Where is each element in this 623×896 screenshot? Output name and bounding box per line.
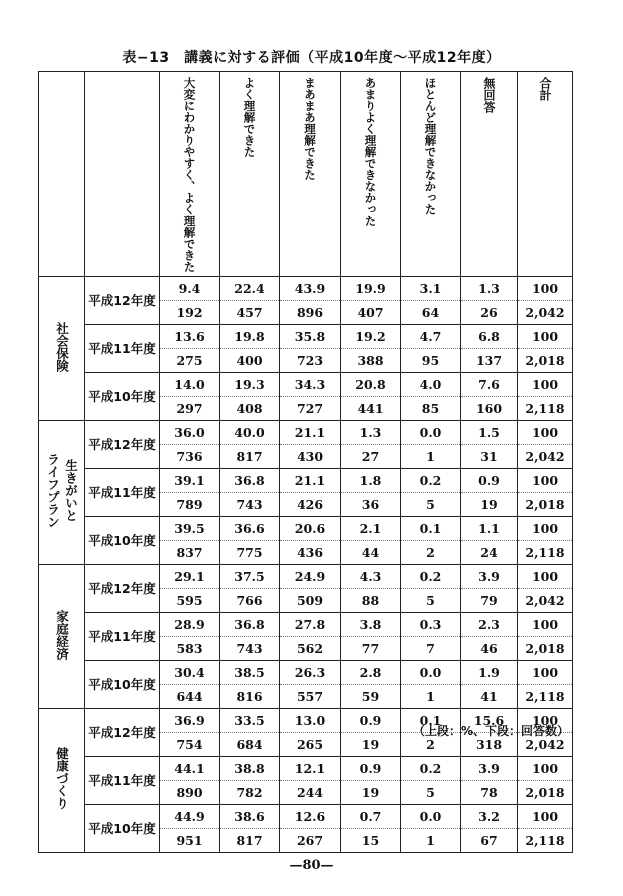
percent-cell: 26.3 xyxy=(280,660,341,684)
percent-cell: 1.5 xyxy=(461,420,518,444)
percent-cell: 20.6 xyxy=(280,516,341,540)
percent-cell: 29.1 xyxy=(160,564,220,588)
header-hardly xyxy=(401,72,461,277)
header-year-blank xyxy=(85,72,160,277)
header-no-answer-text: 無回答 xyxy=(482,77,496,113)
count-cell: 436 xyxy=(280,540,341,564)
category-label: 健康づくり xyxy=(54,747,70,810)
percent-cell: 44.9 xyxy=(160,804,220,828)
count-cell: 19 xyxy=(341,732,401,756)
table-row xyxy=(39,756,573,780)
percent-cell: 0.1 xyxy=(401,516,461,540)
percent-cell: 100 xyxy=(518,276,573,300)
count-cell: 24 xyxy=(461,540,518,564)
count-cell: 5 xyxy=(401,780,461,804)
header-somewhat-text: まあまあ理解できた xyxy=(303,77,317,181)
count-cell: 407 xyxy=(341,300,401,324)
category-label: 生きがいと xyxy=(63,459,79,522)
percent-cell: 34.3 xyxy=(280,372,341,396)
percent-cell: 100 xyxy=(518,612,573,636)
count-cell: 44 xyxy=(341,540,401,564)
percent-cell: 3.2 xyxy=(461,804,518,828)
percent-cell: 40.0 xyxy=(220,420,280,444)
percent-cell: 12.1 xyxy=(280,756,341,780)
table-body xyxy=(39,276,573,852)
count-cell: 1 xyxy=(401,684,461,708)
percent-cell: 2.3 xyxy=(461,612,518,636)
header-no-answer xyxy=(461,72,518,277)
percent-cell: 100 xyxy=(518,804,573,828)
year-label: 平成12年度 xyxy=(85,564,160,612)
percent-cell: 20.8 xyxy=(341,372,401,396)
count-cell: 2,042 xyxy=(518,300,573,324)
count-cell: 743 xyxy=(220,636,280,660)
count-cell: 78 xyxy=(461,780,518,804)
count-cell: 1 xyxy=(401,828,461,852)
year-label: 平成12年度 xyxy=(85,708,160,756)
count-cell: 265 xyxy=(280,732,341,756)
percent-cell: 0.1 xyxy=(401,708,461,732)
header-category-blank xyxy=(39,72,85,277)
count-cell: 5 xyxy=(401,588,461,612)
percent-cell: 30.4 xyxy=(160,660,220,684)
count-cell: 816 xyxy=(220,684,280,708)
percent-cell: 0.0 xyxy=(401,660,461,684)
count-cell: 318 xyxy=(461,732,518,756)
table-title: 表−13 講義に対する評価（平成10年度〜平成12年度） xyxy=(122,50,501,66)
header-total-text: 合計 xyxy=(538,77,552,101)
percent-cell: 100 xyxy=(518,660,573,684)
percent-cell: 36.8 xyxy=(220,468,280,492)
count-cell: 562 xyxy=(280,636,341,660)
percent-cell: 0.2 xyxy=(401,468,461,492)
header-row xyxy=(39,72,573,277)
percent-cell: 0.9 xyxy=(341,756,401,780)
year-label: 平成10年度 xyxy=(85,516,160,564)
header-hardly-text: ほとんど理解できなかった xyxy=(423,77,438,215)
category-label: 家庭経済 xyxy=(54,609,70,660)
count-cell: 7 xyxy=(401,636,461,660)
count-cell: 837 xyxy=(160,540,220,564)
count-cell: 426 xyxy=(280,492,341,516)
count-cell: 789 xyxy=(160,492,220,516)
count-cell: 192 xyxy=(160,300,220,324)
count-cell: 743 xyxy=(220,492,280,516)
table-row xyxy=(39,420,573,444)
percent-cell: 36.9 xyxy=(160,708,220,732)
percent-cell: 19.3 xyxy=(220,372,280,396)
percent-cell: 1.1 xyxy=(461,516,518,540)
category-cell xyxy=(39,564,85,708)
header-well-text: よく理解できた xyxy=(242,77,257,158)
percent-cell: 100 xyxy=(518,708,573,732)
percent-cell: 24.9 xyxy=(280,564,341,588)
count-cell: 2,018 xyxy=(518,636,573,660)
category-cell xyxy=(39,420,85,564)
count-cell: 723 xyxy=(280,348,341,372)
percent-cell: 100 xyxy=(518,468,573,492)
count-cell: 2,118 xyxy=(518,540,573,564)
table-row xyxy=(39,660,573,684)
count-cell: 297 xyxy=(160,396,220,420)
percent-cell: 21.1 xyxy=(280,468,341,492)
percent-cell: 28.9 xyxy=(160,612,220,636)
percent-cell: 22.4 xyxy=(220,276,280,300)
header-very-well xyxy=(160,72,220,277)
count-cell: 2,118 xyxy=(518,828,573,852)
percent-cell: 15.6 xyxy=(461,708,518,732)
count-cell: 59 xyxy=(341,684,401,708)
unit-note: （上段：%、下段：回答数） xyxy=(412,724,569,738)
percent-cell: 6.8 xyxy=(461,324,518,348)
percent-cell: 2.8 xyxy=(341,660,401,684)
count-cell: 644 xyxy=(160,684,220,708)
table-row xyxy=(39,804,573,828)
count-cell: 41 xyxy=(461,684,518,708)
percent-cell: 13.6 xyxy=(160,324,220,348)
percent-cell: 3.9 xyxy=(461,564,518,588)
percent-cell: 36.0 xyxy=(160,420,220,444)
year-label: 平成10年度 xyxy=(85,372,160,420)
percent-cell: 38.6 xyxy=(220,804,280,828)
count-cell: 36 xyxy=(341,492,401,516)
year-label: 平成11年度 xyxy=(85,612,160,660)
percent-cell: 39.1 xyxy=(160,468,220,492)
percent-cell: 14.0 xyxy=(160,372,220,396)
count-cell: 46 xyxy=(461,636,518,660)
count-cell: 2,042 xyxy=(518,588,573,612)
percent-cell: 33.5 xyxy=(220,708,280,732)
percent-cell: 0.9 xyxy=(341,708,401,732)
percent-cell: 100 xyxy=(518,564,573,588)
count-cell: 19 xyxy=(341,780,401,804)
percent-cell: 4.0 xyxy=(401,372,461,396)
category-cell xyxy=(39,708,85,852)
percent-cell: 38.8 xyxy=(220,756,280,780)
count-cell: 408 xyxy=(220,396,280,420)
count-cell: 782 xyxy=(220,780,280,804)
count-cell: 1 xyxy=(401,444,461,468)
percent-cell: 38.5 xyxy=(220,660,280,684)
table-row xyxy=(39,372,573,396)
year-label: 平成12年度 xyxy=(85,420,160,468)
percent-cell: 9.4 xyxy=(160,276,220,300)
count-cell: 754 xyxy=(160,732,220,756)
percent-cell: 4.3 xyxy=(341,564,401,588)
percent-cell: 3.1 xyxy=(401,276,461,300)
percent-cell: 4.7 xyxy=(401,324,461,348)
count-cell: 817 xyxy=(220,828,280,852)
count-cell: 5 xyxy=(401,492,461,516)
count-cell: 2,018 xyxy=(518,492,573,516)
percent-cell: 1.9 xyxy=(461,660,518,684)
count-cell: 26 xyxy=(461,300,518,324)
percent-cell: 39.5 xyxy=(160,516,220,540)
category-label: ライフプラン xyxy=(45,453,61,528)
year-label: 平成10年度 xyxy=(85,804,160,852)
count-cell: 457 xyxy=(220,300,280,324)
percent-cell: 37.5 xyxy=(220,564,280,588)
header-not-well xyxy=(341,72,401,277)
percent-cell: 0.2 xyxy=(401,564,461,588)
header-total xyxy=(518,72,573,277)
count-cell: 2,018 xyxy=(518,780,573,804)
count-cell: 2,118 xyxy=(518,684,573,708)
table-row xyxy=(39,468,573,492)
table-row xyxy=(39,564,573,588)
year-label: 平成11年度 xyxy=(85,756,160,804)
count-cell: 441 xyxy=(341,396,401,420)
year-label: 平成10年度 xyxy=(85,660,160,708)
percent-cell: 0.3 xyxy=(401,612,461,636)
table-row xyxy=(39,612,573,636)
count-cell: 388 xyxy=(341,348,401,372)
count-cell: 766 xyxy=(220,588,280,612)
count-cell: 583 xyxy=(160,636,220,660)
count-cell: 557 xyxy=(280,684,341,708)
percent-cell: 1.3 xyxy=(341,420,401,444)
percent-cell: 35.8 xyxy=(280,324,341,348)
category-label: 社会保険 xyxy=(54,321,70,372)
count-cell: 595 xyxy=(160,588,220,612)
count-cell: 2 xyxy=(401,540,461,564)
count-cell: 31 xyxy=(461,444,518,468)
table-row xyxy=(39,276,573,300)
percent-cell: 19.2 xyxy=(341,324,401,348)
percent-cell: 100 xyxy=(518,372,573,396)
percent-cell: 2.1 xyxy=(341,516,401,540)
count-cell: 79 xyxy=(461,588,518,612)
percent-cell: 0.2 xyxy=(401,756,461,780)
percent-cell: 12.6 xyxy=(280,804,341,828)
percent-cell: 3.9 xyxy=(461,756,518,780)
percent-cell: 100 xyxy=(518,324,573,348)
table-row xyxy=(39,324,573,348)
category-cell xyxy=(39,276,85,420)
year-label: 平成11年度 xyxy=(85,324,160,372)
percent-cell: 43.9 xyxy=(280,276,341,300)
count-cell: 2,118 xyxy=(518,396,573,420)
count-cell: 951 xyxy=(160,828,220,852)
percent-cell: 0.7 xyxy=(341,804,401,828)
count-cell: 267 xyxy=(280,828,341,852)
percent-cell: 3.8 xyxy=(341,612,401,636)
count-cell: 64 xyxy=(401,300,461,324)
year-label: 平成11年度 xyxy=(85,468,160,516)
header-well xyxy=(220,72,280,277)
percent-cell: 36.6 xyxy=(220,516,280,540)
count-cell: 95 xyxy=(401,348,461,372)
count-cell: 684 xyxy=(220,732,280,756)
count-cell: 85 xyxy=(401,396,461,420)
header-somewhat xyxy=(280,72,341,277)
count-cell: 2,042 xyxy=(518,732,573,756)
page-number: —80— xyxy=(289,858,334,873)
count-cell: 275 xyxy=(160,348,220,372)
count-cell: 509 xyxy=(280,588,341,612)
percent-cell: 1.3 xyxy=(461,276,518,300)
count-cell: 2,042 xyxy=(518,444,573,468)
count-cell: 817 xyxy=(220,444,280,468)
percent-cell: 0.0 xyxy=(401,420,461,444)
count-cell: 2 xyxy=(401,732,461,756)
count-cell: 88 xyxy=(341,588,401,612)
count-cell: 15 xyxy=(341,828,401,852)
count-cell: 244 xyxy=(280,780,341,804)
count-cell: 19 xyxy=(461,492,518,516)
count-cell: 160 xyxy=(461,396,518,420)
count-cell: 67 xyxy=(461,828,518,852)
percent-cell: 21.1 xyxy=(280,420,341,444)
count-cell: 896 xyxy=(280,300,341,324)
year-label: 平成12年度 xyxy=(85,276,160,324)
percent-cell: 0.0 xyxy=(401,804,461,828)
percent-cell: 19.8 xyxy=(220,324,280,348)
percent-cell: 7.6 xyxy=(461,372,518,396)
percent-cell: 27.8 xyxy=(280,612,341,636)
percent-cell: 44.1 xyxy=(160,756,220,780)
percent-cell: 13.0 xyxy=(280,708,341,732)
table-row xyxy=(39,516,573,540)
percent-cell: 100 xyxy=(518,516,573,540)
header-very-well-text: 大変にわかりやすく、よく理解できた xyxy=(182,77,197,273)
percent-cell: 1.8 xyxy=(341,468,401,492)
count-cell: 77 xyxy=(341,636,401,660)
count-cell: 890 xyxy=(160,780,220,804)
percent-cell: 100 xyxy=(518,756,573,780)
count-cell: 736 xyxy=(160,444,220,468)
percent-cell: 100 xyxy=(518,420,573,444)
count-cell: 775 xyxy=(220,540,280,564)
count-cell: 27 xyxy=(341,444,401,468)
count-cell: 137 xyxy=(461,348,518,372)
count-cell: 2,018 xyxy=(518,348,573,372)
count-cell: 430 xyxy=(280,444,341,468)
count-cell: 727 xyxy=(280,396,341,420)
count-cell: 400 xyxy=(220,348,280,372)
header-not-well-text: あまりよく理解できなかった xyxy=(363,77,378,227)
percent-cell: 0.9 xyxy=(461,468,518,492)
percent-cell: 19.9 xyxy=(341,276,401,300)
percent-cell: 36.8 xyxy=(220,612,280,636)
